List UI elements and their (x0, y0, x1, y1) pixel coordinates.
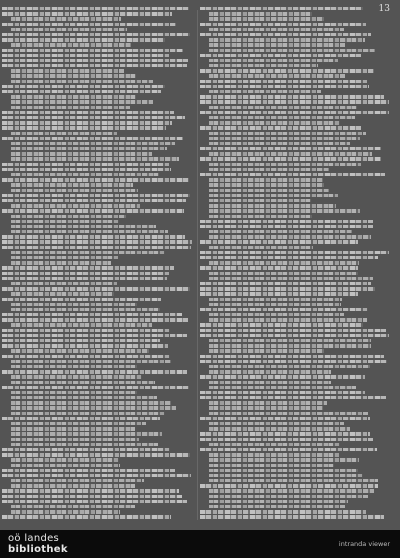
text-line (11, 365, 137, 368)
text-line (11, 308, 160, 311)
text-line (200, 375, 365, 378)
text-line (11, 95, 136, 98)
text-line (11, 251, 165, 254)
text-line (209, 365, 370, 368)
text-line (2, 126, 166, 129)
text-line (2, 7, 189, 10)
text-line (2, 64, 187, 67)
text-line (209, 370, 331, 373)
text-line (209, 479, 378, 482)
text-line (2, 370, 187, 373)
text-line (2, 54, 169, 57)
text-line (200, 85, 369, 88)
text-line (2, 240, 192, 243)
page-number: 13 (378, 4, 390, 14)
text-line (2, 246, 191, 249)
text-line (209, 235, 371, 238)
text-line (2, 49, 183, 52)
text-line (11, 28, 127, 31)
text-line (200, 334, 389, 337)
text-line (209, 230, 352, 233)
viewer-footer (0, 530, 400, 558)
text-line (11, 183, 133, 186)
text-line (209, 38, 365, 41)
text-line (2, 334, 187, 337)
text-line (11, 152, 152, 155)
text-line (200, 54, 361, 57)
text-line (209, 49, 375, 52)
text-line (11, 391, 137, 394)
text-line (209, 137, 360, 140)
text-line (200, 173, 385, 176)
text-line (200, 329, 386, 332)
text-line (2, 329, 170, 332)
text-line (2, 90, 161, 93)
text-line (209, 298, 342, 301)
text-line (2, 38, 165, 41)
text-line (2, 298, 161, 301)
text-line (11, 464, 120, 467)
text-line (209, 183, 324, 186)
text-line (209, 189, 329, 192)
text-line (200, 7, 363, 10)
column-divider (197, 10, 198, 520)
text-line (11, 349, 149, 352)
text-line (2, 59, 188, 62)
text-line (200, 266, 358, 269)
text-line (209, 453, 339, 456)
text-line (200, 360, 387, 363)
text-line (209, 505, 345, 508)
text-line (209, 90, 321, 93)
text-line (209, 163, 361, 166)
text-line (200, 23, 366, 26)
text-line (11, 432, 162, 435)
text-line (200, 220, 373, 223)
text-line (209, 272, 358, 275)
text-line (209, 178, 323, 181)
text-column-left (2, 7, 194, 522)
text-line (11, 381, 155, 384)
text-line (2, 209, 184, 212)
text-line (11, 132, 117, 135)
text-line (209, 381, 331, 384)
text-line (209, 168, 329, 171)
text-line (11, 510, 120, 513)
text-line (209, 121, 340, 124)
text-line (200, 256, 378, 259)
text-line (209, 74, 345, 77)
text-column-right (200, 7, 392, 522)
text-line (209, 28, 344, 31)
text-line (11, 438, 139, 441)
text-line (200, 282, 371, 285)
text-line (200, 126, 361, 129)
text-line (209, 106, 357, 109)
text-line (2, 168, 171, 171)
text-line (11, 74, 136, 77)
text-line (200, 484, 378, 487)
text-line (2, 313, 182, 316)
text-line (11, 375, 142, 378)
text-line (11, 292, 114, 295)
text-line (209, 194, 338, 197)
text-line (209, 469, 358, 472)
text-line (11, 147, 167, 150)
text-line (209, 313, 344, 316)
text-line (2, 417, 160, 420)
text-line (200, 69, 374, 72)
text-line (209, 152, 372, 155)
text-line (2, 194, 190, 197)
text-line (200, 111, 389, 114)
text-line (209, 406, 323, 409)
text-line (209, 474, 363, 477)
text-line (200, 323, 363, 326)
text-line (209, 412, 368, 415)
text-line (11, 17, 121, 20)
text-line (11, 106, 130, 109)
text-line (11, 505, 135, 508)
text-line (2, 235, 185, 238)
text-line (11, 282, 117, 285)
text-line (11, 303, 137, 306)
text-line (200, 251, 389, 254)
text-line (200, 510, 366, 513)
text-line (200, 391, 365, 394)
text-line (209, 489, 374, 492)
text-line (11, 479, 144, 482)
text-line (2, 489, 179, 492)
text-line (209, 246, 313, 249)
text-line (11, 360, 171, 363)
text-line (200, 396, 386, 399)
logo-line-1: oö landes (8, 533, 60, 544)
text-line (209, 427, 350, 430)
text-line (209, 261, 359, 264)
text-line (2, 12, 172, 15)
text-line (2, 318, 188, 321)
text-line (2, 500, 187, 503)
text-line (2, 163, 169, 166)
text-line (11, 220, 119, 223)
logo-line-2: bibliothek (8, 544, 68, 555)
text-line (200, 355, 384, 358)
text-line (2, 355, 170, 358)
text-line (200, 95, 384, 98)
text-line (209, 386, 356, 389)
text-line (200, 33, 371, 36)
text-line (209, 349, 324, 352)
text-line (209, 116, 355, 119)
text-line (209, 199, 311, 202)
text-line (2, 23, 176, 26)
text-line (2, 469, 175, 472)
text-line (200, 80, 367, 83)
text-line (209, 401, 327, 404)
text-line (11, 261, 111, 264)
text-line (209, 209, 360, 212)
text-line (209, 132, 366, 135)
text-line (200, 292, 358, 295)
text-line (209, 204, 336, 207)
text-line (209, 464, 334, 467)
text-line (2, 448, 170, 451)
text-line (11, 225, 156, 228)
text-line (11, 230, 168, 233)
text-line (209, 500, 348, 503)
text-line (209, 43, 345, 46)
text-line (209, 277, 373, 280)
text-line (200, 240, 358, 243)
text-line (209, 64, 318, 67)
text-line (209, 422, 344, 425)
text-line (11, 189, 138, 192)
text-line (11, 484, 135, 487)
text-line (11, 412, 165, 415)
text-line (11, 142, 175, 145)
text-line (200, 515, 384, 518)
text-line (2, 339, 160, 342)
text-line (2, 287, 190, 290)
text-line (2, 515, 171, 518)
text-line (209, 12, 312, 15)
viewer-label: intranda viewer (338, 540, 390, 548)
text-line (209, 495, 368, 498)
text-line (200, 417, 370, 420)
library-logo[interactable] (8, 533, 68, 555)
text-line (11, 173, 159, 176)
text-line (11, 422, 146, 425)
text-line (2, 453, 190, 456)
text-line (11, 323, 152, 326)
text-line (209, 142, 350, 145)
text-line (2, 33, 190, 36)
text-line (11, 401, 171, 404)
text-line (2, 272, 169, 275)
text-line (2, 386, 189, 389)
text-line (209, 59, 338, 62)
text-line (209, 443, 340, 446)
text-line (209, 458, 359, 461)
text-line (200, 308, 368, 311)
text-line (2, 121, 172, 124)
text-line (2, 344, 168, 347)
text-line (2, 266, 174, 269)
text-line (209, 215, 312, 218)
text-line (2, 178, 189, 181)
text-line (11, 406, 176, 409)
text-line (11, 69, 124, 72)
text-line (2, 111, 174, 114)
text-line (200, 225, 373, 228)
text-line (200, 287, 375, 290)
text-line (11, 443, 158, 446)
text-line (11, 256, 118, 259)
text-line (200, 432, 370, 435)
text-line (2, 137, 183, 140)
text-line (209, 303, 341, 306)
text-line (2, 116, 185, 119)
text-line (11, 204, 140, 207)
text-line (2, 85, 165, 88)
text-line (11, 396, 157, 399)
text-line (2, 474, 191, 477)
text-line (2, 277, 167, 280)
text-line (200, 147, 381, 150)
text-line (11, 458, 119, 461)
text-line (11, 43, 131, 46)
text-line (2, 495, 182, 498)
text-line (11, 215, 126, 218)
text-line (209, 17, 324, 20)
text-line (200, 100, 389, 103)
text-line (200, 448, 377, 451)
text-line (200, 438, 373, 441)
text-line (11, 100, 153, 103)
text-line (11, 427, 135, 430)
text-line (209, 318, 367, 321)
text-line (200, 157, 381, 160)
text-line (2, 199, 186, 202)
text-line (11, 80, 153, 83)
text-line (209, 339, 371, 342)
text-line (209, 344, 371, 347)
text-line (11, 157, 179, 160)
